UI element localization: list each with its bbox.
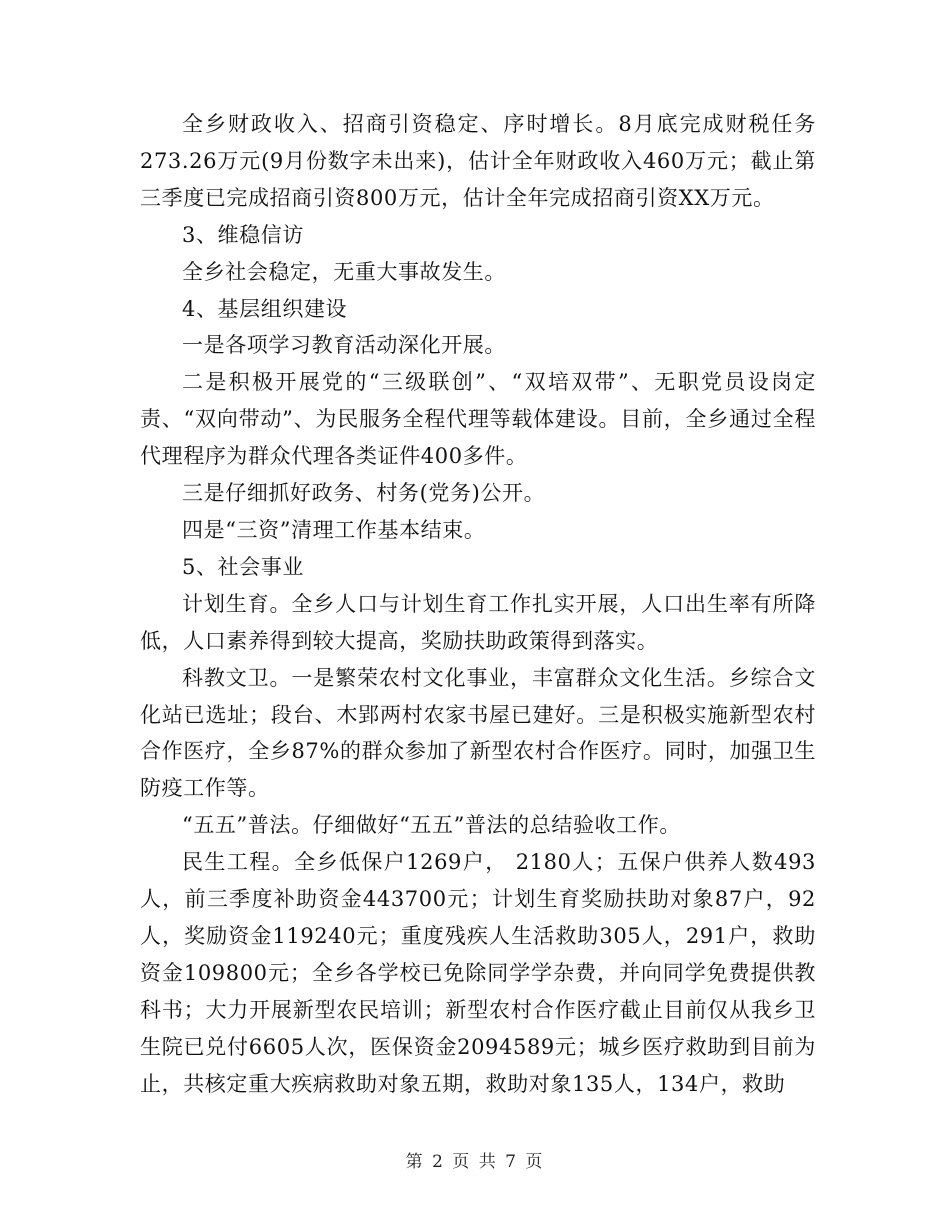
paragraph-livelihood-projects: 民生工程。全乡低保户1269户， 2180人；五保户供养人数493人，前三季度补助资金443700元；计划生育奖励扶助对象87户，92人，奖励资金119240元；重度残疾人生活救助305人，291户，救助资金109800元；全乡各学校已免除同学学杂费，并向同学免费提供教科书；大力开展新型农民培训；新型农村合作医疗截止目前仅从我乡卫生院已兑付6605人次，医保资金2094589元；城乡医疗救助到目前为止，共核定重大疾病救助对象五期，救助对象135人，134户，救助 bbox=[140, 850, 816, 1096]
heading-stability-petition: 3、维稳信访 bbox=[182, 222, 304, 247]
paragraph-family-planning: 计划生育。全乡人口与计划生育工作扎实开展，人口出生率有所降低，人口素养得到较大提高，奖励扶助政策得到落实。 bbox=[140, 591, 816, 653]
heading-grassroots-organization: 4、基层组织建设 bbox=[182, 296, 348, 321]
document-body bbox=[140, 106, 816, 1102]
heading-social-undertakings: 5、社会事业 bbox=[182, 554, 304, 579]
paragraph-legal-education: “五五”普法。仔细做好“五五”普法的总结验收工作。 bbox=[182, 813, 681, 838]
paragraph-party-activities: 二是积极开展党的“三级联创”、“双培双带”、无职党员设岗定责、“双向带动”、为民服务全程代理等载体建设。目前，全乡通过全程代理程序为群众代理各类证件400多件。 bbox=[140, 370, 816, 469]
page-number-footer: 第 2 页 共 7 页 bbox=[405, 1152, 545, 1172]
paragraph-affairs-disclosure: 三是仔细抓好政务、村务(党务)公开。 bbox=[182, 481, 546, 506]
paragraph-finance: 全乡财政收入、招商引资稳定、序时增长。8月底完成财税任务273.26万元(9月份数字未出来)，估计全年财政收入460万元；截止第三季度已完成招商引资800万元，估计全年完成招商引资XX万元。 bbox=[140, 112, 816, 210]
paragraph-stability: 全乡社会稳定，无重大事故发生。 bbox=[182, 259, 506, 284]
paragraph-three-assets: 四是“三资”清理工作基本结束。 bbox=[182, 517, 486, 542]
paragraph-science-education-culture-health: 科教文卫。一是繁荣农村文化事业，丰富群众文化生活。乡综合文化站已选址；段台、木郢两村农家书屋已建好。三是积极实施新型农村合作医疗，全乡87%的群众参加了新型农村合作医疗。同时，加强卫生防疫工作等。 bbox=[140, 665, 816, 801]
paragraph-study-education: 一是各项学习教育活动深化开展。 bbox=[182, 333, 506, 358]
